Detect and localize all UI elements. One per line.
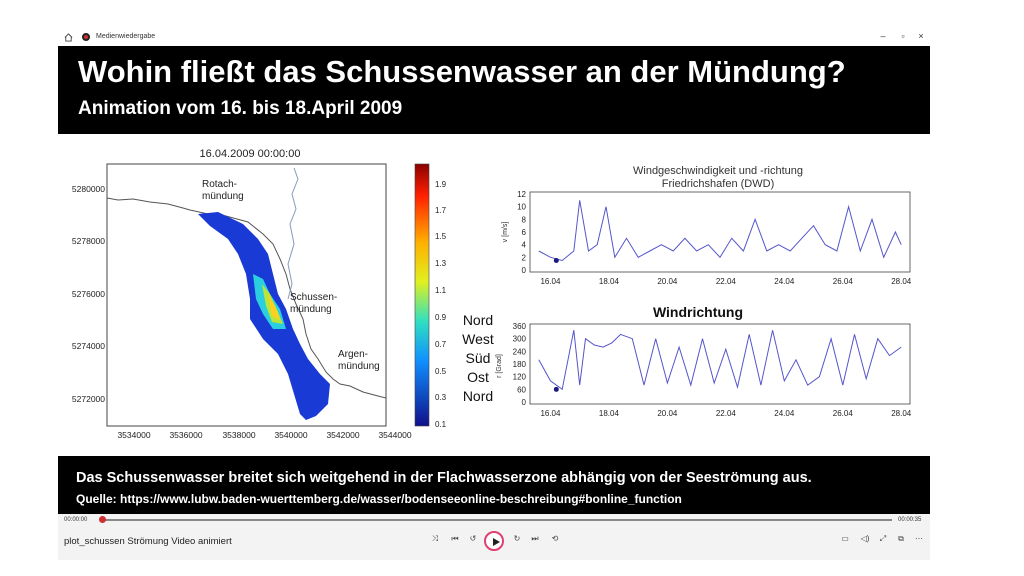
colorbar-tick: 1.5 (435, 232, 447, 241)
x-tick-label: 18.04 (598, 277, 619, 286)
colorbar-tick: 0.1 (435, 420, 447, 429)
total-time: 00:00:35 (898, 517, 922, 523)
wind-speed-ylabel: v [m/s] (502, 221, 509, 243)
title-bar (58, 30, 930, 46)
y-tick-label: 240 (512, 347, 526, 357)
y-tick-label: 10 (517, 202, 526, 212)
direction-label: Süd (465, 350, 491, 366)
schussen-label: mündung (290, 304, 332, 315)
x-tick-label: 20.04 (657, 277, 678, 286)
map-y-tick: 5278000 (71, 236, 105, 246)
colorbar-tick: 0.5 (435, 367, 447, 376)
slide-title-banner (58, 46, 930, 134)
y-tick-label: 0 (521, 398, 526, 407)
x-tick-label: 20.04 (657, 409, 678, 418)
colorbar-tick: 1.7 (435, 206, 447, 215)
map-timestamp: 16.04.2009 00:00:00 (199, 148, 301, 160)
colorbar-tick: 1.9 (435, 180, 447, 189)
next-icon[interactable]: ⏭ (531, 534, 539, 543)
y-tick-label: 8 (521, 215, 526, 225)
map-x-tick: 3540000 (274, 430, 308, 440)
x-tick-label: 16.04 (540, 277, 561, 286)
y-tick-label: 0 (521, 266, 526, 275)
wind-speed-current-marker (554, 258, 559, 263)
map-x-tick: 3544000 (378, 430, 412, 440)
close-button[interactable]: × (918, 31, 924, 41)
forward-icon[interactable]: ↻ (513, 534, 521, 543)
colorbar-tick: 1.1 (435, 286, 447, 295)
player-controls (58, 514, 930, 560)
minimize-button[interactable]: – (880, 31, 886, 41)
current-time: 00:00:00 (64, 517, 88, 523)
app-title: Medienwiedergabe (96, 33, 156, 40)
map-x-tick: 3538000 (222, 430, 256, 440)
shuffle-icon[interactable]: ⤨ (431, 534, 439, 543)
more-options-icon[interactable]: ⋯ (915, 534, 923, 543)
repeat-icon[interactable]: ⟲ (551, 534, 559, 543)
wind-direction-plot-frame (530, 324, 910, 404)
seek-bar[interactable] (102, 519, 892, 521)
y-tick-label: 4 (521, 240, 526, 250)
argen-label: mündung (338, 361, 380, 372)
subtitles-icon[interactable]: ▭ (841, 534, 849, 543)
rotach-label: mündung (202, 191, 244, 202)
wind-speed-plot-frame (530, 192, 910, 272)
y-tick-label: 360 (512, 322, 526, 331)
seek-thumb[interactable] (99, 516, 106, 523)
map-y-tick: 5276000 (71, 289, 105, 299)
map-x-tick: 3542000 (326, 430, 360, 440)
direction-label: Ost (467, 369, 489, 385)
maximize-button[interactable]: ▫ (901, 31, 905, 41)
direction-label: Nord (462, 388, 494, 404)
slide-subtitle: Animation vom 16. bis 18.April 2009 (78, 98, 403, 119)
media-title: plot_schussen Strömung Video animiert (64, 536, 232, 547)
map-x-tick: 3534000 (117, 430, 151, 440)
x-tick-label: 22.04 (715, 277, 736, 286)
y-tick-label: 300 (512, 334, 526, 344)
colorbar-tick: 1.3 (435, 259, 447, 268)
x-tick-label: 24.04 (774, 409, 795, 418)
y-tick-label: 60 (517, 385, 526, 395)
rewind-icon[interactable]: ↺ (469, 534, 477, 543)
y-tick-label: 2 (521, 253, 526, 263)
x-tick-label: 28.04 (891, 277, 912, 286)
map-y-tick: 5272000 (71, 394, 105, 404)
home-icon[interactable] (64, 33, 73, 42)
wind-chart-subtitle: Friedrichshafen (DWD) (661, 178, 775, 190)
y-tick-label: 120 (512, 372, 526, 382)
video-frame[interactable] (58, 134, 930, 456)
map-y-tick: 5280000 (71, 184, 105, 194)
wind-chart-title: Windgeschwindigkeit und -richtung (633, 165, 803, 177)
y-tick-label: 12 (517, 190, 526, 199)
map-frame (107, 164, 386, 426)
caption-text: Das Schussenwasser breitet sich weitgehend in der Flachwasserzone abhängig von der Seeströmung aus. (76, 470, 812, 486)
play-button[interactable] (484, 531, 504, 551)
direction-label: West (462, 331, 494, 347)
x-tick-label: 22.04 (715, 409, 736, 418)
colorbar-tick: 0.7 (435, 340, 447, 349)
previous-icon[interactable]: ⏮ (451, 534, 459, 543)
media-player-window (58, 30, 930, 560)
rotach-label: Rotach- (202, 179, 238, 190)
x-tick-label: 16.04 (540, 409, 561, 418)
argen-label: Argen- (338, 349, 369, 360)
slide-title: Wohin fließt das Schussenwasser an der Mündung? (78, 54, 846, 89)
direction-label: Nord (462, 312, 494, 328)
x-tick-label: 26.04 (832, 277, 853, 286)
y-tick-label: 180 (512, 360, 526, 369)
y-tick-label: 6 (521, 228, 526, 237)
colorbar-tick: 0.9 (435, 313, 447, 322)
x-tick-label: 28.04 (891, 409, 912, 418)
map-y-tick: 5274000 (71, 341, 105, 351)
play-icon (491, 537, 501, 547)
miniplayer-icon[interactable]: ⧉ (898, 534, 904, 543)
fullscreen-icon[interactable]: ⤢ (879, 534, 887, 543)
schussen-label: Schussen- (290, 292, 338, 303)
app-icon (82, 33, 90, 41)
volume-icon[interactable]: ◁) (860, 534, 870, 543)
wind-direction-current-marker (554, 387, 559, 392)
source-text: Quelle: https://www.lubw.baden-wuerttemberg.de/wasser/bodenseeonline-beschreibung#bonline_function (76, 492, 682, 506)
x-tick-label: 26.04 (832, 409, 853, 418)
video-frame-graphics (58, 134, 930, 456)
x-tick-label: 24.04 (774, 277, 795, 286)
slide-caption (58, 456, 930, 514)
x-tick-label: 18.04 (598, 409, 619, 418)
colorbar-tick: 0.3 (435, 393, 447, 402)
wind-direction-title: Windrichtung (652, 304, 744, 320)
colorbar (415, 164, 429, 426)
map-x-tick: 3536000 (169, 430, 203, 440)
wind-direction-ylabel: r [Grad] (496, 354, 503, 378)
